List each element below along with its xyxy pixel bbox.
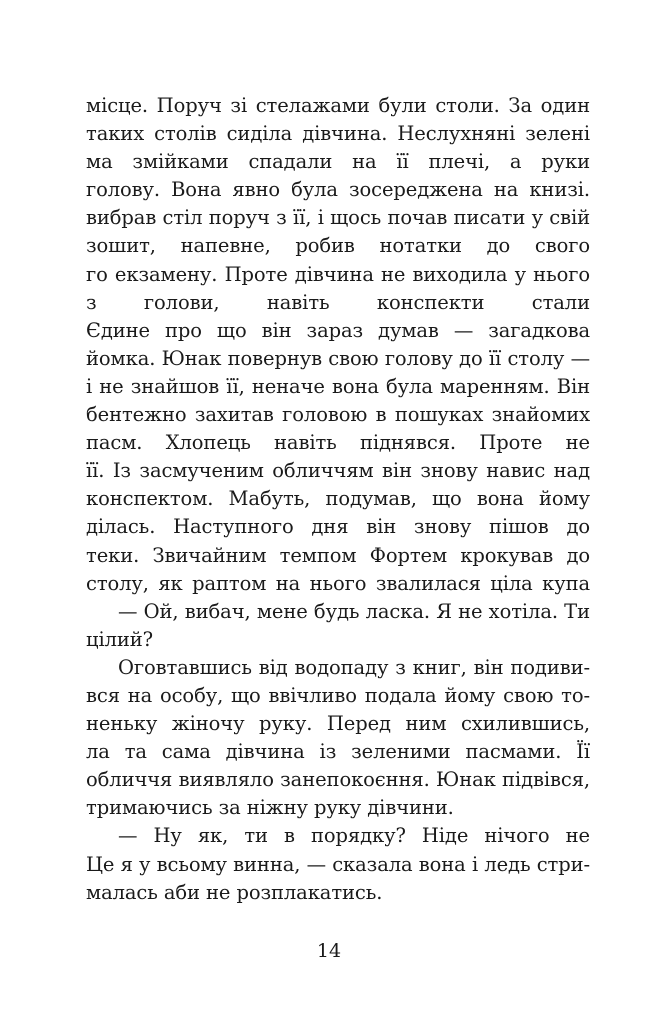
text-line: малась аби не розплакатись. xyxy=(86,880,383,904)
text-line: вся на особу, що ввічливо подала йому свою то- xyxy=(86,683,590,707)
text-line: бентежно захитав головою в пошуках знайомих xyxy=(86,403,590,427)
text-line: го екзамену. Проте дівчина не виходила у нього xyxy=(86,262,590,286)
text-line: неньку жіночу руку. Перед ним схилившись, xyxy=(86,712,590,736)
text-line: Це я у всьому винна, — сказала вона і ледь стри- xyxy=(86,852,590,876)
text-line: Єдине про що він зараз думав — загадкова xyxy=(86,318,590,342)
text-line: вибрав стіл поруч з її, і щось почав писати у свій xyxy=(86,206,590,230)
text-line: йомка. Юнак повернув свою голову до її столу — xyxy=(86,346,590,370)
text-line: конспектом. Мабуть, подумав, що вона йому xyxy=(86,487,590,511)
page-number: 14 xyxy=(316,940,342,962)
body-text xyxy=(86,92,590,907)
text-line: ма змійками спадали на її плечі, а руки xyxy=(86,150,590,174)
text-line: — Ну як, ти в порядку? Ніде нічого не xyxy=(118,824,590,848)
text-line: теки. Звичайним темпом Фортем крокував до xyxy=(86,543,590,567)
text-line: ла та сама дівчина із зеленими пасмами. Її xyxy=(86,740,590,764)
text-line: з голови, навіть конспекти стали xyxy=(86,290,590,314)
text-line: обличчя виявляло занепокоєння. Юнак підвівся, xyxy=(86,768,590,792)
text-line: пасм. Хлопець навіть піднявся. Проте не xyxy=(86,431,590,455)
text-line: — Ой, вибач, мене будь ласка. Я не хотіла. Ти xyxy=(118,599,590,623)
text-line: столу, як раптом на нього звалилася ціла купа xyxy=(86,571,590,595)
text-line: таких столів сиділа дівчина. Неслухняні зелені xyxy=(86,122,590,146)
text-line: її. Із засмученим обличчям він знову навис над xyxy=(86,459,590,483)
text-line: цілий? xyxy=(86,627,154,651)
text-line: зошит, напевне, робив нотатки до свого xyxy=(86,234,590,258)
text-line: і не знайшов її, неначе вона була маренням. Він xyxy=(86,374,590,398)
text-line: голову. Вона явно була зосереджена на книзі. xyxy=(86,178,590,202)
text-line: Оговтавшись від водопаду з книг, він подиви- xyxy=(118,655,590,679)
text-line: ділась. Наступного дня він знову пішов до xyxy=(86,515,590,539)
text-line: тримаючись за ніжну руку дівчини. xyxy=(86,796,454,820)
text-line: місце. Поруч зі стелажами були столи. За один xyxy=(86,94,590,117)
